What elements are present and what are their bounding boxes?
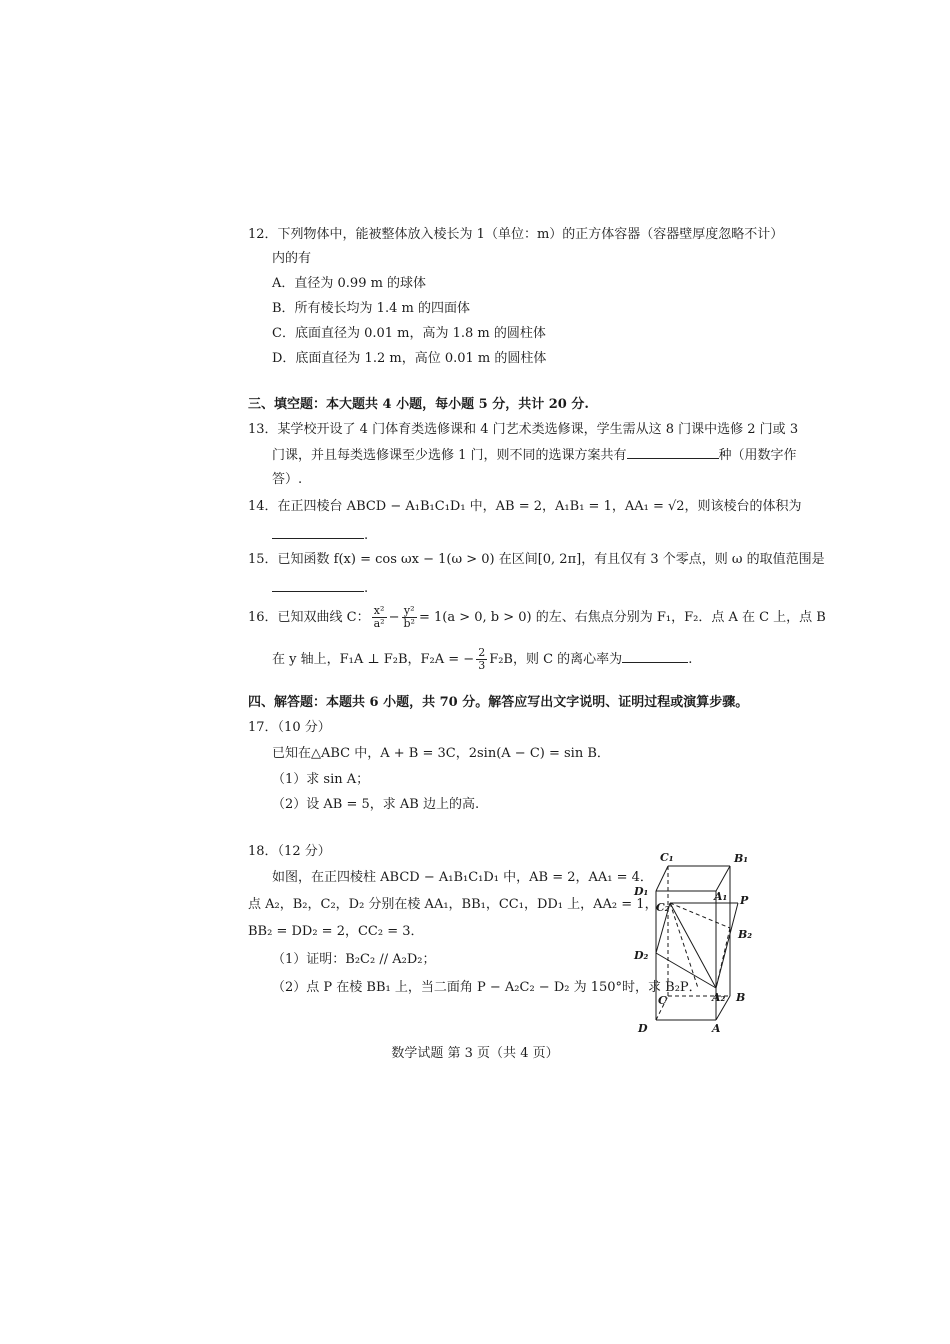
label-p: P bbox=[740, 894, 749, 907]
q13-line2 bbox=[272, 446, 797, 465]
q16-line1 bbox=[248, 604, 826, 632]
edge-a1-b1 bbox=[716, 866, 730, 891]
q16-line2-mid: F₂B，则 C 的离心率为 bbox=[489, 652, 623, 667]
q16-frac-x-den: a² bbox=[373, 617, 385, 630]
q13-line2-pre: 门课，并且每类选修课至少选修 1 门，则不同的选课方案共有 bbox=[272, 448, 627, 463]
label-b1: B₁ bbox=[734, 852, 749, 865]
label-d: D bbox=[638, 1022, 648, 1035]
q13-line1: 13．某学校开设了 4 门体育类选修课和 4 门艺术类选修课，学生需从这 8 门课中选修 2 门或 3 bbox=[248, 422, 799, 437]
section3-heading: 三、填空题：本大题共 4 小题，每小题 5 分，共计 20 分. bbox=[248, 397, 589, 412]
q17-part1: （1）求 sin A； bbox=[272, 772, 370, 787]
q16-frac-ratio-den: 3 bbox=[478, 659, 486, 672]
edge-b2-a2-hidden bbox=[716, 928, 730, 988]
q12-option-b: B．所有棱长均为 1.4 m 的四面体 bbox=[272, 301, 470, 316]
edge-d1-c1 bbox=[656, 866, 668, 891]
q16-line2-pre: 在 y 轴上，F₁A ⊥ F₂B，F₂A = − bbox=[272, 652, 475, 667]
prism-figure bbox=[630, 848, 770, 1038]
q12-option-c: C．底面直径为 0.01 m，高为 1.8 m 的圆柱体 bbox=[272, 326, 546, 341]
label-b: B bbox=[736, 991, 746, 1004]
label-d1: D₁ bbox=[634, 885, 649, 898]
q18-part1: （1）证明：B₂C₂ // A₂D₂； bbox=[272, 952, 436, 967]
q16-line2 bbox=[272, 646, 692, 674]
q17-line1: 已知在△ABC 中，A + B = 3C，2sin(A − C) = sin B． bbox=[272, 746, 610, 761]
q16-frac-y bbox=[402, 605, 417, 630]
q16-frac-y-den: b² bbox=[403, 617, 415, 630]
q14-answer-blank bbox=[272, 526, 364, 539]
edge-p-a2 bbox=[716, 903, 738, 988]
q16-frac-ratio bbox=[476, 647, 487, 672]
q15-text: 15．已知函数 f(x) = cos ωx − 1(ω > 0) 在区间[0, 2π]，有且仅有 3 个零点，则 ω 的取值范围是 bbox=[248, 552, 825, 567]
label-c2: C₂ bbox=[656, 901, 670, 914]
label-d2: D₂ bbox=[634, 949, 649, 962]
q16-pre: 16．已知双曲线 C： bbox=[248, 610, 370, 625]
q14-blank-line bbox=[272, 526, 368, 545]
q15-answer-blank bbox=[272, 579, 364, 592]
q18-line2: 点 A₂，B₂，C₂，D₂ 分别在棱 AA₁，BB₁，CC₁，DD₁ 上，AA₂ = 1， bbox=[248, 897, 658, 912]
q18-title: 18．（12 分） bbox=[248, 844, 331, 859]
q16-frac-x-num: x² bbox=[372, 605, 387, 618]
q14-end: . bbox=[364, 528, 369, 543]
q12-option-d: D．底面直径为 1.2 m，高位 0.01 m 的圆柱体 bbox=[272, 351, 547, 366]
label-c: C bbox=[658, 994, 667, 1007]
q15-end: . bbox=[364, 581, 369, 596]
q12-stem-line2: 内的有 bbox=[272, 251, 312, 266]
q12-option-a: A．直径为 0.99 m 的球体 bbox=[272, 276, 427, 291]
q17-title: 17．（10 分） bbox=[248, 720, 331, 735]
q18-part2: （2）点 P 在棱 BB₁ 上，当二面角 P − A₂C₂ − D₂ 为 150°时，求 B₂P． bbox=[272, 980, 702, 995]
q13-line3: 答）. bbox=[272, 472, 303, 487]
q16-minus: − bbox=[388, 610, 400, 625]
label-a: A bbox=[712, 1022, 721, 1035]
q16-frac-x bbox=[372, 605, 387, 630]
q12-stem-line1: 12．下列物体中，能被整体放入棱长为 1（单位：m）的正方体容器（容器壁厚度忽略不计） bbox=[248, 227, 784, 242]
q16-post: = 1(a > 0, b > 0) 的左、右焦点分别为 F₁，F₂．点 A 在 C 上，点 B bbox=[418, 610, 826, 625]
label-b2: B₂ bbox=[738, 928, 753, 941]
q13-line2-post: 种（用数字作 bbox=[718, 448, 797, 463]
q16-answer-blank bbox=[622, 650, 688, 663]
q18-line1: 如图，在正四棱柱 ABCD − A₁B₁C₁D₁ 中，AB = 2，AA₁ = 4． bbox=[272, 870, 653, 885]
edge-c2-a2 bbox=[670, 903, 716, 988]
q17-part2: （2）设 AB = 5，求 AB 边上的高. bbox=[272, 797, 480, 812]
edge-c2-b2-hidden bbox=[670, 903, 730, 928]
page-footer: 数学试题 第 3 页（共 4 页） bbox=[391, 1046, 559, 1061]
q14-text: 14．在正四棱台 ABCD − A₁B₁C₁D₁ 中，AB = 2，A₁B₁ = 1，AA₁ = √2，则该棱台的体积为 bbox=[248, 499, 802, 514]
q16-frac-ratio-num: 2 bbox=[478, 646, 486, 659]
label-c1: C₁ bbox=[660, 851, 674, 864]
q16-frac-y-num: y² bbox=[402, 605, 417, 618]
q13-answer-blank bbox=[627, 446, 719, 459]
label-a1: A₁ bbox=[714, 890, 728, 903]
section4-heading: 四、解答题：本题共 6 小题，共 70 分。解答应写出文字说明、证明过程或演算步骤。 bbox=[248, 695, 749, 710]
q16-end: . bbox=[688, 652, 693, 667]
label-a2: A₂ bbox=[712, 991, 726, 1004]
q18-line3: BB₂ = DD₂ = 2，CC₂ = 3． bbox=[248, 924, 424, 939]
q15-blank-line bbox=[272, 579, 368, 598]
